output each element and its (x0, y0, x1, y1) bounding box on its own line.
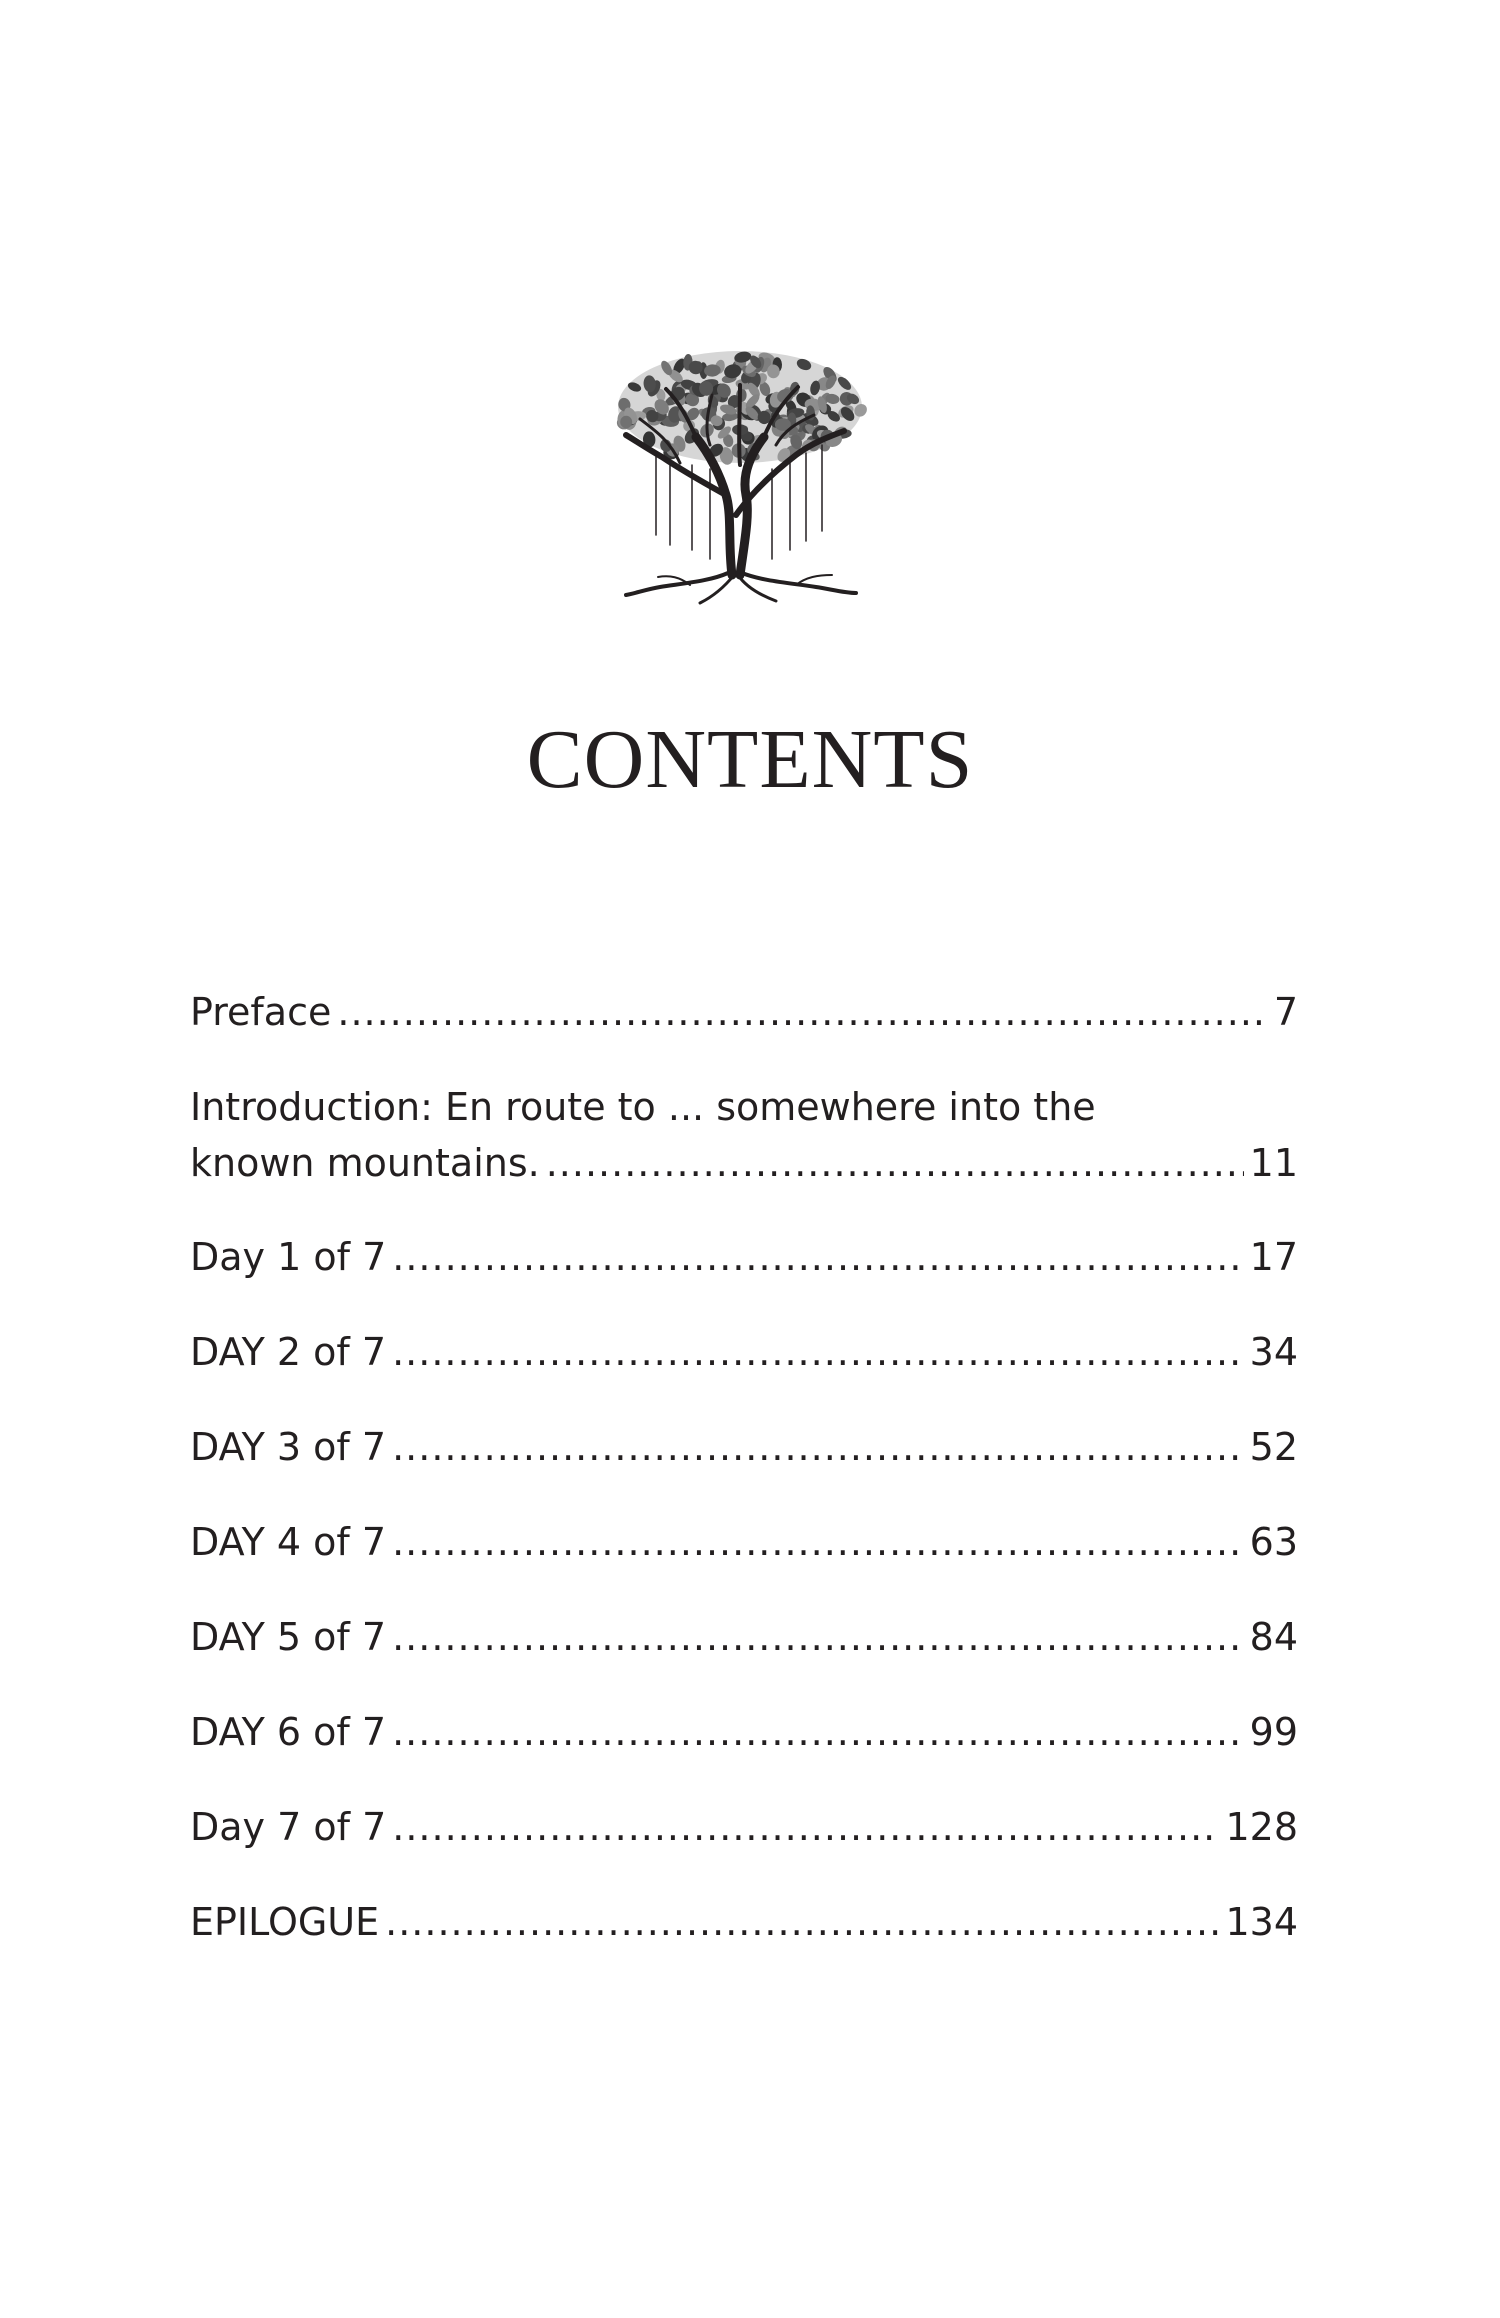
toc-entry-label-line1: Introduction: En route to ... somewhere into the (190, 1085, 1096, 1129)
toc-entry-preface[interactable] (190, 988, 1298, 1036)
dot-leader (392, 1423, 1244, 1471)
toc-entry-label: DAY 5 of 7 (190, 1615, 387, 1659)
dot-leader (337, 988, 1267, 1036)
toc-entry-label: Day 7 of 7 (190, 1805, 387, 1849)
toc-entry-day-7[interactable] (190, 1803, 1298, 1851)
dot-leader (392, 1233, 1243, 1281)
toc-entry-label: DAY 2 of 7 (190, 1330, 387, 1374)
dot-leader (546, 1139, 1244, 1187)
page-title: CONTENTS (526, 713, 974, 806)
dot-leader (392, 1613, 1244, 1661)
toc-entry-day-2[interactable] (190, 1328, 1298, 1376)
toc-entry-introduction[interactable] (190, 1083, 1298, 1187)
dot-leader (392, 1328, 1244, 1376)
toc-entry-epilogue[interactable] (190, 1898, 1298, 1946)
toc-entry-page: 7 (1273, 990, 1298, 1034)
toc-entry-page: 34 (1249, 1330, 1298, 1374)
dot-leader (392, 1803, 1219, 1851)
toc-entry-day-1[interactable] (190, 1233, 1298, 1281)
toc-entry-day-5[interactable] (190, 1613, 1298, 1661)
toc-entry-label: Preface (190, 990, 332, 1034)
toc-entry-label: known mountains. (190, 1141, 540, 1185)
toc-entry-page: 84 (1249, 1615, 1298, 1659)
dot-leader (392, 1518, 1244, 1566)
toc-entry-page: 63 (1249, 1520, 1298, 1564)
toc-entry-page: 99 (1249, 1710, 1298, 1754)
toc-entry-day-3[interactable] (190, 1423, 1298, 1471)
toc-entry-page: 128 (1225, 1805, 1298, 1849)
toc-entry-label: DAY 4 of 7 (190, 1520, 387, 1564)
toc-entry-day-6[interactable] (190, 1708, 1298, 1756)
toc-entry-label: Day 1 of 7 (190, 1235, 387, 1279)
toc-entry-day-4[interactable] (190, 1518, 1298, 1566)
dot-leader (385, 1898, 1219, 1946)
toc-entry-page: 52 (1249, 1425, 1298, 1469)
toc-entry-label: DAY 3 of 7 (190, 1425, 387, 1469)
toc-entry-label: DAY 6 of 7 (190, 1710, 387, 1754)
dot-leader (392, 1708, 1244, 1756)
toc-entry-label: EPILOGUE (190, 1900, 380, 1944)
table-of-contents (190, 0, 1298, 2318)
toc-entry-page: 11 (1249, 1141, 1298, 1185)
toc-entry-page: 17 (1249, 1235, 1298, 1279)
toc-entry-page: 134 (1225, 1900, 1298, 1944)
